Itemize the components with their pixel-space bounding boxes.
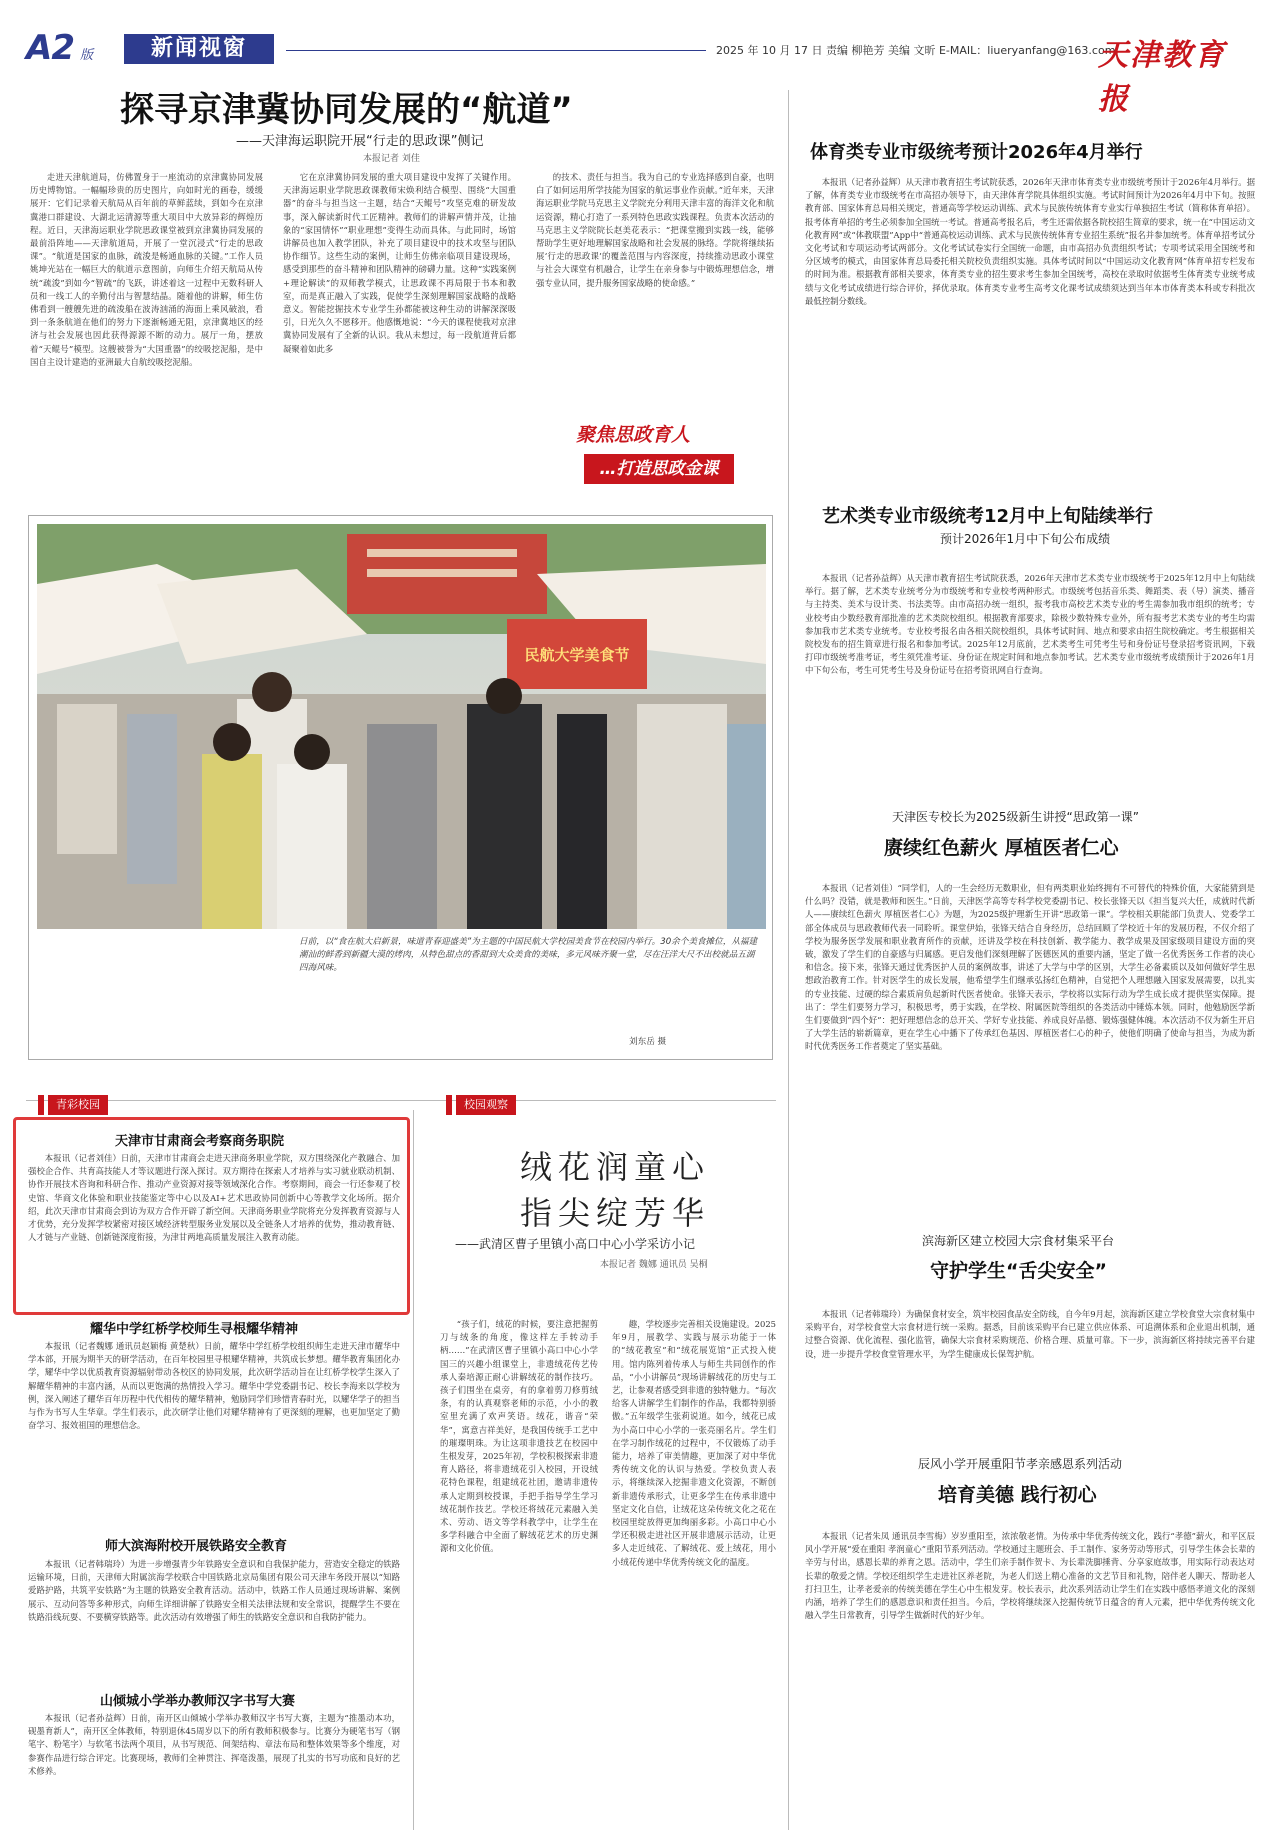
- lead-col2-text: 它在京津冀协同发展的重大项目建设中发挥了关键作用。天津海运职业学院思政课教师宋焕利结合模型、围绕“大国重器”的奋斗与担当这一主题，结合“天鲲号”攻坚克难的研发故事，深入解读新时代工匠精神。教师们的讲解声情并茂，让抽象的“家国情怀”“职业理想”变得生动而具体。与此同时，场馆讲解员也加入教学团队，补充了项目建设中的技术攻坚与团队协作细节。这些生动的案例，让师生仿佛亲临项目建设现场，感受到那些的奋斗精神和团队精神的磅礴力量。这种“实践案例+理论解读”的双师教学模式，让思政课不再局限于书本和教室，而是真正融入了实践，促使学生深刻理解国家战略的战略意义。智能挖掘技术专业学生孙都能被这种生动的讲解深深吸引，日光久久不愿移开。他感慨地说：“今天的课程使我对京津冀协同发展有了全新的认识。我从未想过，每一段航道背后都凝聚着如此多: [283, 172, 516, 354]
- photo-credit: 刘东岳 摄: [629, 1037, 667, 1047]
- news-photo: [28, 515, 773, 1060]
- right-a2-title: 艺术类专业市级统考12月中上旬陆续举行: [822, 506, 1154, 527]
- bm-col1-text: “孩子们，绒花的时候，要注意把握剪刀与绒条的角度，像这样左手转动手柄……”在武清区曹子里镇小高口中心小学国三的兴趣小组课堂上，非遗绒花传艺传承人秦培源正耐心讲解绒花的制作技巧。孩子们围坐在桌旁，有的拿着剪刀修剪绒条，有的认真观察老师的示范，小小的教室里充满了欢声笑语。绒花，谐音“荣华”，寓意吉祥美好，是我国传统手工艺中的璀璨明珠。为让这项非遗技艺在校园中生根发芽，2025年初，学校积极探索非遗育人路径，将非遗绒花引入校园，开设绒花特色课程，组建绒花社团，邀请非遗传承人定期到校授课，手把手指导学生学习绒花制作技艺。学校还将绒花元素融入美术、劳动、语文等学科教学中，让学生在多学科融合中全面了解绒花艺术的历史渊源和文化价值。: [440, 1319, 598, 1554]
- bl-a2-body: [28, 1340, 400, 1506]
- photo-caption: 日前，以“食在航大启新景，味道青春迎盛美”为主题的中国民航大学校园美食节在校园内举行。30余个美食摊位，从福建潮汕的鲜香到新疆大漠的烤肉，从特色甜点的香甜到大众美食的美味，多元风味齐聚一堂，尽在汪洋大尺不出校就品五湖四海风味。: [299, 937, 758, 973]
- lead-column-2: [283, 171, 516, 501]
- lead-column-1: [30, 171, 263, 501]
- right-a3-kicker: 天津医专校长为2025级新生讲授“思政第一课”: [892, 810, 1139, 824]
- section-title: 新闻视窗: [150, 36, 247, 61]
- right-a3-body: [805, 882, 1255, 1172]
- bl-a3-text: 本报讯（记者韩瑞玲）为进一步增强青少年铁路安全意识和自我保护能力，营造安全稳定的铁路运输环境，日前，天津师大附属滨海学校联合中国铁路北京局集团有限公司天津车务段开展以“知路爱路护路，共筑平安铁路”为主题的铁路安全教育活动。活动中，铁路工作人员通过现场讲解、案例展示、互动问答等多种形式，向师生详细讲解了铁路安全相关法律法规和安全常识，提醒学生不要在铁路沿线玩耍、不要横穿铁路等。此次活动有效增强了师生的铁路安全意识和自我防护能力。: [28, 1559, 400, 1622]
- right-a2-body: [805, 572, 1255, 772]
- masthead-rule: [286, 50, 706, 51]
- bm-column-2: [612, 1318, 776, 1830]
- column-tag-observation-label: 校园观察: [456, 1095, 516, 1115]
- bm-byline: 本报记者 魏娜 通讯员 吴桐: [600, 1260, 708, 1270]
- column-tag-campus: [38, 1095, 108, 1115]
- right-a1-title: 体育类专业市级统考预计2026年4月举行: [810, 142, 1143, 163]
- focus-badge-line1: 聚焦思政育人: [576, 424, 691, 446]
- bl-a1-text: 本报讯（记者刘佳）日前，天津市甘肃商会走进天津商务职业学院，双方围绕深化产教融合、加强校企合作、共育高技能人才等议题进行深入探讨。双方期待在探索人才培养与实习就业联动机制、协作开展技术咨询和科研合作、推动产业资源对接等领域深化合作。考察期间，商会一行还参观了校史馆、华商文化体验和职业技能鉴定等中心以及AI+艺术思政协同创新中心等教学文化场所。据介绍，此次天津市甘肃商会到访为双方合作开辟了新空间。天津商务职业学院将充分发挥教育资源与人才优势，充分发挥学校紧密对接区域经济转型服务业发展以及全链条人才培养的优势，推动教育链、人才链与产业链、创新链深度衔接，为津甘两地高质量发展注入教育动能。: [28, 1153, 400, 1243]
- lead-byline: 本报记者 刘佳: [363, 154, 420, 164]
- right-a2-text: 本报讯（记者孙益辉）从天津市教育招生考试院获悉，2026年天津市艺术类专业市级统考于2025年12月中上旬陆续举行。据了解，艺术类专业统考分为市级统考和专业校考两种形式。市级统考包括音乐类、舞蹈类、表（导）演类、播音与主持类、美术与设计类、书法类等。由市高招办统一组织，报考我市高校艺术类专业的考生需参加我市组织的统考；专业校考由少数经教育部批准的艺术类院校组织。根据教育部要求，除极少数特殊专业外，所有报考艺术类专业的考生均需参加我市艺术类专业统考。专业校考报名由各相关院校组织，具体考试时间、地点和要求由招生院校确定。考生根据相关院校发布的招生简章进行报名和参加考试。2025年12月底前，艺术类考生可凭考生号和身份证号登录招考资讯网，下载打印市级统考准考证，考生须凭准考证、身份证在规定时间和地点参加考试。艺术类专业市级统考成绩预计于2026年1月中下旬公布，考生可凭考生号及身份证号在招考资讯网自行查询。: [805, 573, 1255, 676]
- focus-badge: [576, 420, 736, 486]
- bl-a2-text: 本报讯（记者魏娜 通讯员赵颖梅 黄楚秋）日前，耀华中学红桥学校组织师生走进天津市耀华中学本部，开展为期半天的研学活动，在百年校园里寻根耀华精神，共筑成长梦想。耀华教育集团化办学，耀华中学以优质教育资源辐射带动各校区的协同发展，此次研学活动旨在让红桥学校学生深入了解耀华精神的丰富内涵，从而以更饱满的热情投入学习。耀华中学党委副书记、校长李海来以学校为例，深入阐述了耀华百年历程中代代相传的耀华精神，勉励同学们珍惜青春时光，以耀华学子的担当与作为书写人生华章。学生们表示，此次研学让他们对耀华精神有了更深刻的理解，也更加坚定了勤奋学习、报效祖国的理想信念。: [28, 1341, 400, 1431]
- masthead-info: 2025 年 10 月 17 日 责编 柳艳芳 美编 文昕 E-MAIL：liueryanfang@163.com: [716, 44, 1116, 57]
- lead-column-3: [536, 171, 774, 407]
- bm-subtitle: ——武清区曹子里镇小高口中心小学采访小记: [455, 1237, 696, 1251]
- bm-title-line2: 指尖绽芳华: [520, 1194, 711, 1232]
- bl-a2-title: 耀华中学红桥学校师生寻根耀华精神: [90, 1322, 299, 1337]
- right-a4-body: [805, 1308, 1255, 1400]
- page-number: A2: [26, 28, 74, 68]
- bl-a1-body: [28, 1152, 400, 1310]
- column-tag-observation: [446, 1095, 516, 1115]
- bl-a4-body: [28, 1712, 400, 1830]
- right-a1-text: 本报讯（记者孙益辉）从天津市教育招生考试院获悉，2026年天津市体育类专业市级统考预计于2026年4月举行。据了解，体育类专业市级统考在市高招办领导下，由天津体育学院具体组织实施。考试时间预计为2026年4月中下旬。按照教育部、国家体育总局相关规定，普通高等学校运动训练、武术与民族传统体育专业实行单独招生考试（简称体育单招）。报考体育单招的考生必须参加全国统一考试。普通高考报名后，考生还需依据各院校招生简章的要求，统一在“中国运动文化教育网”或“体教联盟”App中“普通高校运动训练、武术与民族传统体育专业招生系统”报名并参加统考。体育单招考试分文化考试和专项运动考试两部分。文化考试试卷实行全国统一命题，由市高招办负责组织考试；专项考试采用全国统考和分区域考的模式，由国家体育总局委托相关院校负责组织实施。具体考试时间以“中国运动文化教育网”体育单招专栏发布的时间为准。根据教育部相关要求，体育类专业的招生要求考生参加全国统考，高校在录取时依据考生体育类专业统考成绩与文化考试成绩进行综合评价，择优录取。体育类专业考生高考文化课考试成绩须达到当年本市体育类本科或专科批次最低控制分数线。: [805, 177, 1255, 306]
- column-tag-label: 青彩校园: [48, 1095, 108, 1115]
- school-icon: [38, 1095, 44, 1115]
- right-a5-body: [805, 1530, 1255, 1830]
- observation-icon: [446, 1095, 452, 1115]
- right-a1-body: [805, 176, 1255, 428]
- section-title-box: [124, 34, 274, 64]
- right-a3-text: 本报讯（记者刘佳）“同学们，人的一生会经历无数职业，但有两类职业始终拥有不可替代的特殊价值，大家能猜到是什么吗？没错，就是教师和医生。”日前，天津医学高等专科学校党委副书记、校长张锋天以《担当复兴大任，成就时代新人——赓续红色薪火 厚植医者仁心》为题，为2025级护理新生开讲“思政第一课”。学校相关职能部门负责人、党委学工部全体成员与思政教师代表一同聆听。课堂伊始，张锋天结合自身经历，总结回顾了学校近十年的发展历程，不仅介绍了学校为服务医学发展和职业教育所作的贡献，还讲及学校在科技创新、教学能力、教学成果及国家级项目建设方面的突破，激发了学生们的自豪感与归属感。更启发他们深刻理解了医德医风的重要内涵，坚定了做一名优秀医务工作者的决心和信念。接下来，张锋天通过优秀医护人员的案例故事，讲述了大学与中学的区别，大学生必备素质以及如何做好学生思想政治教育工作。针对医学生的成长发展，他希望学生们继承弘扬红色精神，自觉把个人理想融入国家发展需要，以扎实的专业技能、过硬的综合素质肩负起新时代医者使命。张锋天表示，学校将以实际行动为学生成长成才提供坚实保障。提出了：学生们要努力学习，积极思考，勇于实践，在学校、附属医院等组织的各类活动中锤炼本领。同时，他勉励医学新生们要做到“四个好”：把好理想信念的总开关、学好专业技能、养成良好品德、锻炼强健体魄。本次活动不仅为新生开启了大学生活的崭新篇章，更在学生心中播下了传承红色基因、厚植医者仁心的种子，使他们明确了使命与担当，为成为新时代优秀医务工作者奠定了坚实基础。: [805, 883, 1255, 1052]
- right-a3-title: 赓续红色薪火 厚植医者仁心: [884, 837, 1119, 859]
- right-a5-text: 本报讯（记者朱凤 通讯员李雪梅）岁岁重阳至，浓浓敬老情。为传承中华优秀传统文化，践行“孝德”薪火，和平区辰风小学开展“爱在重阳 孝润童心”重阳节系列活动。学校通过主题班会、手工制作、家务劳动等形式，引导学生体会长辈的辛劳与付出，感恩长辈的养育之恩。活动中，学生们亲手制作贺卡、为长辈洗脚捶背、分享家庭故事，用实际行动表达对长辈的敬爱之情。学校还组织学生走进社区养老院，为老人们送上精心准备的文艺节目和礼物，陪伴老人聊天、帮助老人打扫卫生，让孝老爱亲的传统美德在学生心中生根发芽。校长表示，此次系列活动让学生们在实践中感悟孝道文化的深刻内涵，培养了学生们的感恩意识和责任担当。今后，学校将继续深入挖掘传统节日蕴含的育人元素，把中华优秀传统文化融入学生日常教育，引导学生做新时代的好少年。: [805, 1531, 1255, 1621]
- column-divider: [788, 90, 789, 1830]
- section-divider: [26, 1100, 776, 1101]
- right-a2-subtitle: 预计2026年1月中下旬公布成绩: [940, 532, 1111, 546]
- bl-a3-body: [28, 1558, 400, 1664]
- lead-col3-text: 的技术、责任与担当。我为自己的专业选择感到自豪，也明白了如何运用所学技能为国家的航运事业作贡献。”近年来，天津海运职业学院马克思主义学院充分利用天津丰富的海洋文化和航运资源，精心打造了一系列特色思政实践课程。负责本次活动的马克思主义学院院长赵美花表示：“把课堂搬到实践一线，能够帮助学生更好地理解国家战略和社会发展的脉络。学院将继续拓展‘行走的思政课’的覆盖范围与内容深度，持续推动思政小课堂与社会大课堂有机融合，让学生在亲身参与中锻炼理想信念，增强专业认同，提升服务国家战略的使命感。”: [536, 172, 774, 288]
- right-a5-kicker: 辰风小学开展重阳节孝亲感恩系列活动: [918, 1457, 1123, 1471]
- bm-title-line1: 绒花润童心: [520, 1148, 711, 1186]
- right-a5-title: 培育美德 践行初心: [938, 1484, 1097, 1506]
- lead-title: 探寻京津冀协同发展的“航道”: [120, 90, 573, 130]
- bl-a1-title: 天津市甘肃商会考察商务职院: [115, 1134, 285, 1149]
- right-a4-text: 本报讯（记者韩瑞玲）为确保食材安全，筑牢校园食品安全防线，自今年9月起，滨海新区建立学校食堂大宗食材集中采购平台，对学校食堂大宗食材进行统一采购。据悉，目前该采购平台已建立供应体系、可追溯体系和企业退出机制，通过整合资源、优化流程、强化监管，确保大宗食材采购规范、价格合理、质量可靠。下一步，滨海新区将持续完善平台建设，进一步提升学校食堂管理水平，为学生健康成长保驾护航。: [805, 1309, 1255, 1359]
- paper-name: 天津教育报: [1098, 38, 1226, 117]
- page-ban: 版: [80, 48, 94, 63]
- lead-col1-text: 走进天津航道局，仿佛置身于一座流动的京津冀协同发展历史博物馆。一幅幅珍贵的历史图片，向如时光的画卷，缓缓展开：它们记录着天航局从百年前的草鲜蓝续，到如今在京津冀港口群建设、大湖北运清源等重大项目中大放异彩的辉煌历程。近日，天津海运职业学院思政课堂被到京津冀协同发展的最前沿阵地——天津航道局，开展了一堂沉浸式“行走的思政课”。“航道是国家的血脉，疏浚是畅通血脉的关键。”工作人员姚坤光站在一幅巨大的航道示意图前，向师生介绍天航局从传统“疏浚”到如今“智疏”的飞跃，讲述着这一过程中无数科研人员和一线工人的辛勤付出与智慧结晶。随着他的讲解，师生仿佛看到一艘艘先进的疏浚船在波涛汹涌的海面上乘风破浪，看到一条条航道在他们的努力下逐渐畅通无阻，京津冀地区的经济与社会发展也因此获得源源不断的动力。展厅一角，摆放着“天鲲号”模型。这艘被誉为“大国重器”的绞吸挖泥船，是中国自主设计建造的亚洲最大自航绞吸挖泥船。: [30, 172, 263, 367]
- bm-column-1: [440, 1318, 598, 1830]
- bl-a4-title: 山倾城小学举办教师汉字书写大赛: [100, 1694, 296, 1709]
- festival-photo-illustration: [37, 524, 766, 929]
- bottom-column-divider: [413, 1110, 414, 1830]
- bl-a3-title: 师大滨海附校开展铁路安全教育: [105, 1539, 288, 1554]
- bl-a4-text: 本报讯（记者孙益辉）日前，南开区山倾城小学举办教师汉字书写大赛，主题为“推墨动本功，砚墨育新人”，南开区全体教师，特别退休45周岁以下的所有教师积极参与。比赛分为硬笔书写（钢笔字、粉笔字）与软笔书法两个项目，从书写规范、间架结构、章法布局和整体效果等多个维度，对参赛作品进行综合评定。比赛现场，教师们全神贯注、挥毫泼墨，展现了扎实的书写功底和良好的艺术修养。: [28, 1713, 400, 1776]
- festival-banner-text: 民航大学美食节: [524, 646, 630, 664]
- lead-subtitle: ——天津海运职院开展“行走的思政课”侧记: [236, 134, 484, 149]
- bm-col2-text: 趣，学校逐步完善相关设施建设。2025年9月，展教学、实践与展示功能于一体的“绒花教室”和“绒花展览馆”正式投入使用。馆内陈列着传承人与师生共同创作的作品，“小小讲解员”现场讲解绒花的历史与工艺，让参观者感受到非遗的独特魅力。“每次给客人讲解学生们制作的作品，我都特别骄傲。”五年级学生张莉说道。如今，绒花已成为小高口中心小学的一张亮丽名片。学生们在学习制作绒花的过程中，不仅锻炼了动手能力，培养了审美情趣，更加深了对中华优秀传统文化的认识与热爱。学校负责人表示，将继续深入挖掘非遗文化资源，不断创新非遗传承形式，让更多学生在传承非遗中坚定文化自信，让绒花这朵传统文化之花在校园里绽放得更加绚丽多彩。小高口中心小学还积极走进社区开展非遗展示活动，让更多人走近绒花、了解绒花、爱上绒花，用小小绒花传递中华优秀传统文化的温度。: [612, 1319, 776, 1567]
- right-a4-title: 守护学生“舌尖安全”: [930, 1260, 1107, 1282]
- focus-badge-line2: …打造思政金课: [584, 454, 734, 484]
- right-a4-kicker: 滨海新区建立校园大宗食材集采平台: [922, 1234, 1115, 1248]
